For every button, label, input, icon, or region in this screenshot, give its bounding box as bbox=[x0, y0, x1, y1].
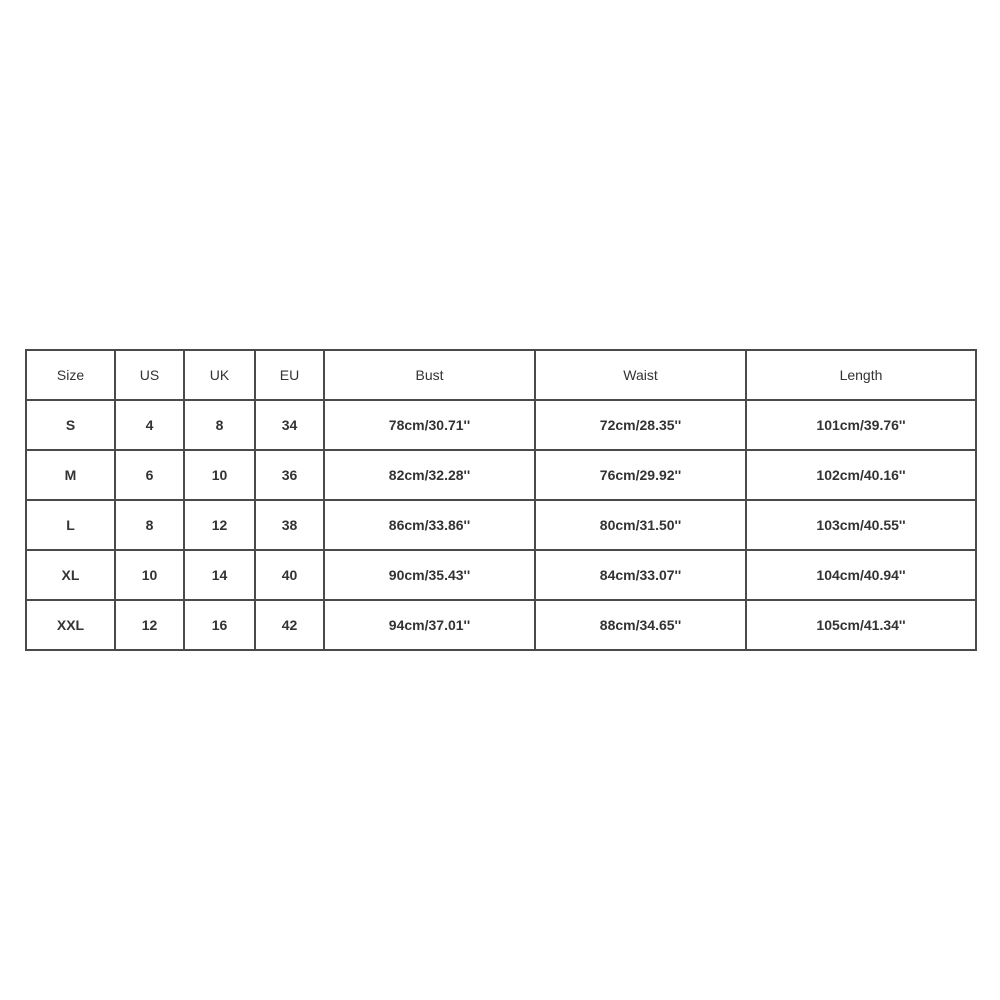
header-uk: UK bbox=[184, 350, 255, 400]
cell-uk: 12 bbox=[184, 500, 255, 550]
header-eu: EU bbox=[255, 350, 324, 400]
table-row bbox=[26, 500, 976, 550]
cell-bust: 94cm/37.01'' bbox=[324, 600, 535, 650]
cell-waist: 84cm/33.07'' bbox=[535, 550, 746, 600]
cell-eu: 34 bbox=[255, 400, 324, 450]
cell-length: 102cm/40.16'' bbox=[746, 450, 976, 500]
cell-length: 104cm/40.94'' bbox=[746, 550, 976, 600]
cell-uk: 8 bbox=[184, 400, 255, 450]
cell-eu: 40 bbox=[255, 550, 324, 600]
cell-eu: 42 bbox=[255, 600, 324, 650]
header-us: US bbox=[115, 350, 184, 400]
cell-size: S bbox=[26, 400, 115, 450]
table-header-row bbox=[26, 350, 976, 400]
table-row bbox=[26, 400, 976, 450]
cell-us: 12 bbox=[115, 600, 184, 650]
header-bust: Bust bbox=[324, 350, 535, 400]
cell-uk: 16 bbox=[184, 600, 255, 650]
cell-length: 103cm/40.55'' bbox=[746, 500, 976, 550]
header-length: Length bbox=[746, 350, 976, 400]
cell-us: 6 bbox=[115, 450, 184, 500]
cell-waist: 72cm/28.35'' bbox=[535, 400, 746, 450]
cell-bust: 86cm/33.86'' bbox=[324, 500, 535, 550]
size-chart-table bbox=[25, 349, 977, 651]
cell-size: XXL bbox=[26, 600, 115, 650]
cell-length: 101cm/39.76'' bbox=[746, 400, 976, 450]
cell-us: 8 bbox=[115, 500, 184, 550]
header-size: Size bbox=[26, 350, 115, 400]
cell-us: 4 bbox=[115, 400, 184, 450]
cell-length: 105cm/41.34'' bbox=[746, 600, 976, 650]
cell-waist: 76cm/29.92'' bbox=[535, 450, 746, 500]
cell-size: L bbox=[26, 500, 115, 550]
cell-us: 10 bbox=[115, 550, 184, 600]
cell-uk: 10 bbox=[184, 450, 255, 500]
header-waist: Waist bbox=[535, 350, 746, 400]
cell-waist: 80cm/31.50'' bbox=[535, 500, 746, 550]
cell-waist: 88cm/34.65'' bbox=[535, 600, 746, 650]
cell-bust: 78cm/30.71'' bbox=[324, 400, 535, 450]
cell-uk: 14 bbox=[184, 550, 255, 600]
cell-eu: 38 bbox=[255, 500, 324, 550]
table-row bbox=[26, 550, 976, 600]
table-row bbox=[26, 450, 976, 500]
cell-size: M bbox=[26, 450, 115, 500]
cell-size: XL bbox=[26, 550, 115, 600]
table-row bbox=[26, 600, 976, 650]
cell-bust: 90cm/35.43'' bbox=[324, 550, 535, 600]
cell-bust: 82cm/32.28'' bbox=[324, 450, 535, 500]
cell-eu: 36 bbox=[255, 450, 324, 500]
